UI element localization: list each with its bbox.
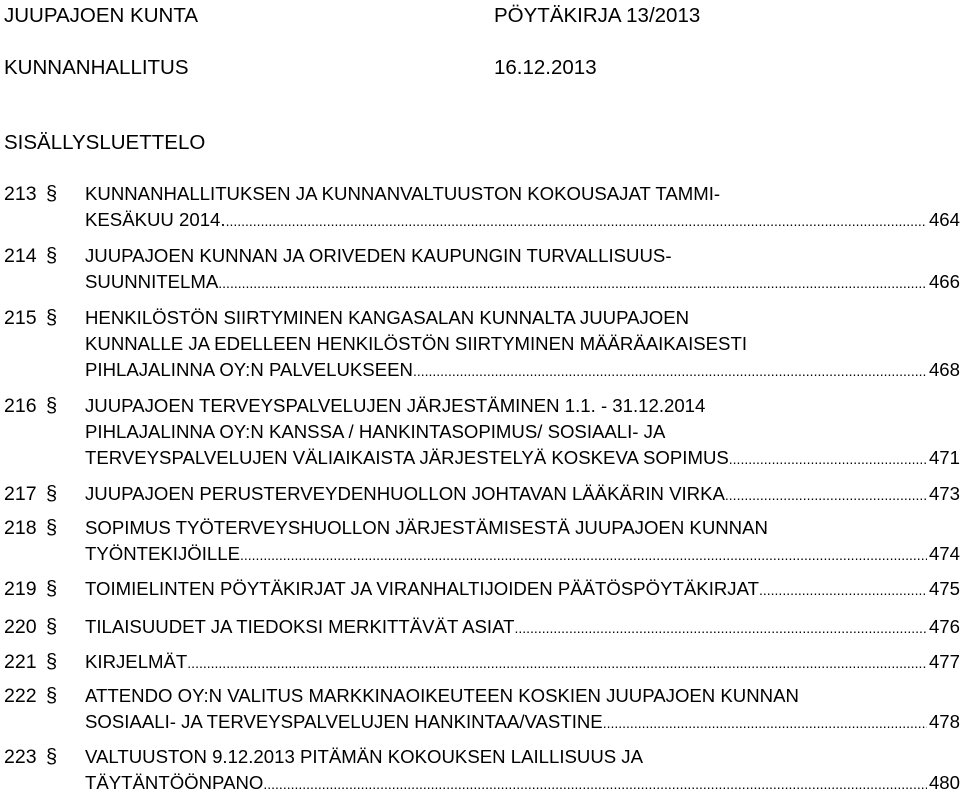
entry-number: 214 (4, 245, 37, 267)
entry-number: 215 (4, 307, 37, 329)
entry-number: 219 (4, 578, 37, 600)
dot-leader (729, 447, 927, 470)
entry-title: TILAISUUDET JA TIEDOKSI MERKITTÄVÄT ASIAT (85, 616, 515, 637)
section-sign: § (46, 245, 58, 267)
entry-title: TOIMIELINTEN PÖYTÄKIRJAT JA VIRANHALTIJOIDEN PÄÄTÖSPÖYTÄKIRJAT (85, 578, 759, 599)
toc-entry (4, 745, 960, 797)
section-sign: § (46, 746, 58, 768)
entry-line (85, 208, 960, 232)
section-sign: § (46, 183, 58, 205)
dot-leader (725, 483, 927, 506)
page-number: 474 (928, 543, 960, 564)
entry-line (85, 358, 960, 382)
entry-line (85, 615, 960, 639)
entry-title: KUNNALLE JA EDELLEEN HENKILÖSTÖN SIIRTYMINEN MÄÄRÄAIKAISESTI (85, 333, 747, 354)
toc-entry (4, 394, 960, 472)
entry-number: 223 (4, 746, 37, 768)
section-sign: § (46, 685, 58, 707)
entry-line (85, 542, 960, 566)
entry-title: KUNNANHALLITUKSEN JA KUNNANVALTUUSTON KOKOUSAJAT TAMMI- (85, 183, 721, 204)
section-sign: § (46, 307, 58, 329)
entry-line (85, 420, 960, 444)
toc-entry (4, 684, 960, 736)
section-sign: § (46, 651, 58, 673)
page-number: 476 (928, 616, 960, 637)
entry-number: 217 (4, 483, 37, 505)
toc-entry (4, 516, 960, 568)
entry-title: JUUPAJOEN KUNNAN JA ORIVEDEN KAUPUNGIN TURVALLISUUS- (85, 245, 672, 266)
page-number: 478 (928, 711, 960, 732)
entry-title: JUUPAJOEN PERUSTERVEYDENHUOLLON JOHTAVAN LÄÄKÄRIN VIRKA (85, 483, 725, 504)
page-number: 468 (928, 359, 960, 380)
entry-title: SOSIAALI- JA TERVEYSPALVELUJEN HANKINTAA/VASTINE (85, 711, 603, 732)
entry-title: PIHLAJALINNA OY:N KANSSA / HANKINTASOPIMUS/ SOSIAALI- JA (85, 421, 666, 442)
dot-leader (603, 711, 927, 734)
toc-entry (4, 650, 960, 676)
dot-leader (413, 359, 927, 382)
entry-title: TERVEYSPALVELUJEN VÄLIAIKAISTA JÄRJESTELYÄ KOSKEVA SOPIMUS (85, 447, 729, 468)
entry-line (85, 182, 960, 206)
page-number: 477 (928, 651, 960, 672)
entry-title: PIHLAJALINNA OY:N PALVELUKSEEN (85, 359, 413, 380)
entry-line (85, 482, 960, 506)
entry-title: KESÄKUU 2014. (85, 209, 226, 230)
entry-number: 216 (4, 395, 37, 417)
entry-line (85, 306, 960, 330)
toc-entry (4, 244, 960, 296)
toc-title: SISÄLLYSLUETTELO (4, 131, 206, 154)
entry-title: KIRJELMÄT (85, 651, 188, 672)
toc-entry (4, 182, 960, 234)
section-sign: § (46, 395, 58, 417)
entry-line (85, 745, 960, 769)
entry-number: 222 (4, 685, 37, 707)
page-number: 473 (928, 483, 960, 504)
dot-leader (759, 578, 927, 601)
section-sign: § (46, 616, 58, 638)
entry-title: SOPIMUS TYÖTERVEYSHUOLLON JÄRJESTÄMISESTÄ JUUPAJOEN KUNNAN (85, 517, 768, 538)
entry-line (85, 710, 960, 734)
page-number: 466 (928, 271, 960, 292)
document-title: PÖYTÄKIRJA 13/2013 (494, 4, 701, 27)
entry-line (85, 332, 960, 356)
meeting-date: 16.12.2013 (494, 56, 597, 79)
entry-title: SUUNNITELMA (85, 271, 219, 292)
entry-title: JUUPAJOEN TERVEYSPALVELUJEN JÄRJESTÄMINEN 1.1. - 31.12.2014 (85, 395, 706, 416)
entry-number: 220 (4, 616, 37, 638)
page-number: 475 (928, 578, 960, 599)
dot-leader (187, 651, 927, 674)
toc-entry (4, 577, 960, 603)
page-number: 464 (928, 209, 960, 230)
entry-number: 213 (4, 183, 37, 205)
section-sign: § (46, 517, 58, 539)
entry-title: ATTENDO OY:N VALITUS MARKKINAOIKEUTEEN KOSKIEN JUUPAJOEN KUNNAN (85, 685, 799, 706)
section-sign: § (46, 483, 58, 505)
entry-line (85, 394, 960, 418)
body-name: KUNNANHALLITUS (4, 56, 189, 79)
entry-title: HENKILÖSTÖN SIIRTYMINEN KANGASALAN KUNNALTA JUUPAJOEN (85, 307, 690, 328)
dot-leader (240, 543, 927, 566)
entry-line (85, 771, 960, 795)
dot-leader (226, 209, 927, 232)
toc-entry (4, 615, 960, 641)
page-number: 480 (928, 772, 960, 793)
entry-line (85, 446, 960, 470)
entry-number: 218 (4, 517, 37, 539)
entry-line (85, 244, 960, 268)
dot-leader (218, 271, 927, 294)
entry-title: TÄYTÄNTÖÖNPANO (85, 772, 264, 793)
entry-line (85, 684, 960, 708)
organization-name: JUUPAJOEN KUNTA (4, 4, 199, 27)
toc-entry (4, 482, 960, 508)
section-sign: § (46, 578, 58, 600)
dot-leader (514, 616, 926, 639)
page-number: 471 (928, 447, 960, 468)
entry-line (85, 650, 960, 674)
dot-leader (263, 772, 927, 795)
entry-line (85, 516, 960, 540)
toc-entry (4, 306, 960, 384)
entry-title: TYÖNTEKIJÖILLE (85, 543, 240, 564)
entry-title: VALTUUSTON 9.12.2013 PITÄMÄN KOKOUKSEN LAILLISUUS JA (85, 746, 644, 767)
entry-line (85, 577, 960, 601)
entry-number: 221 (4, 651, 37, 673)
entry-line (85, 270, 960, 294)
